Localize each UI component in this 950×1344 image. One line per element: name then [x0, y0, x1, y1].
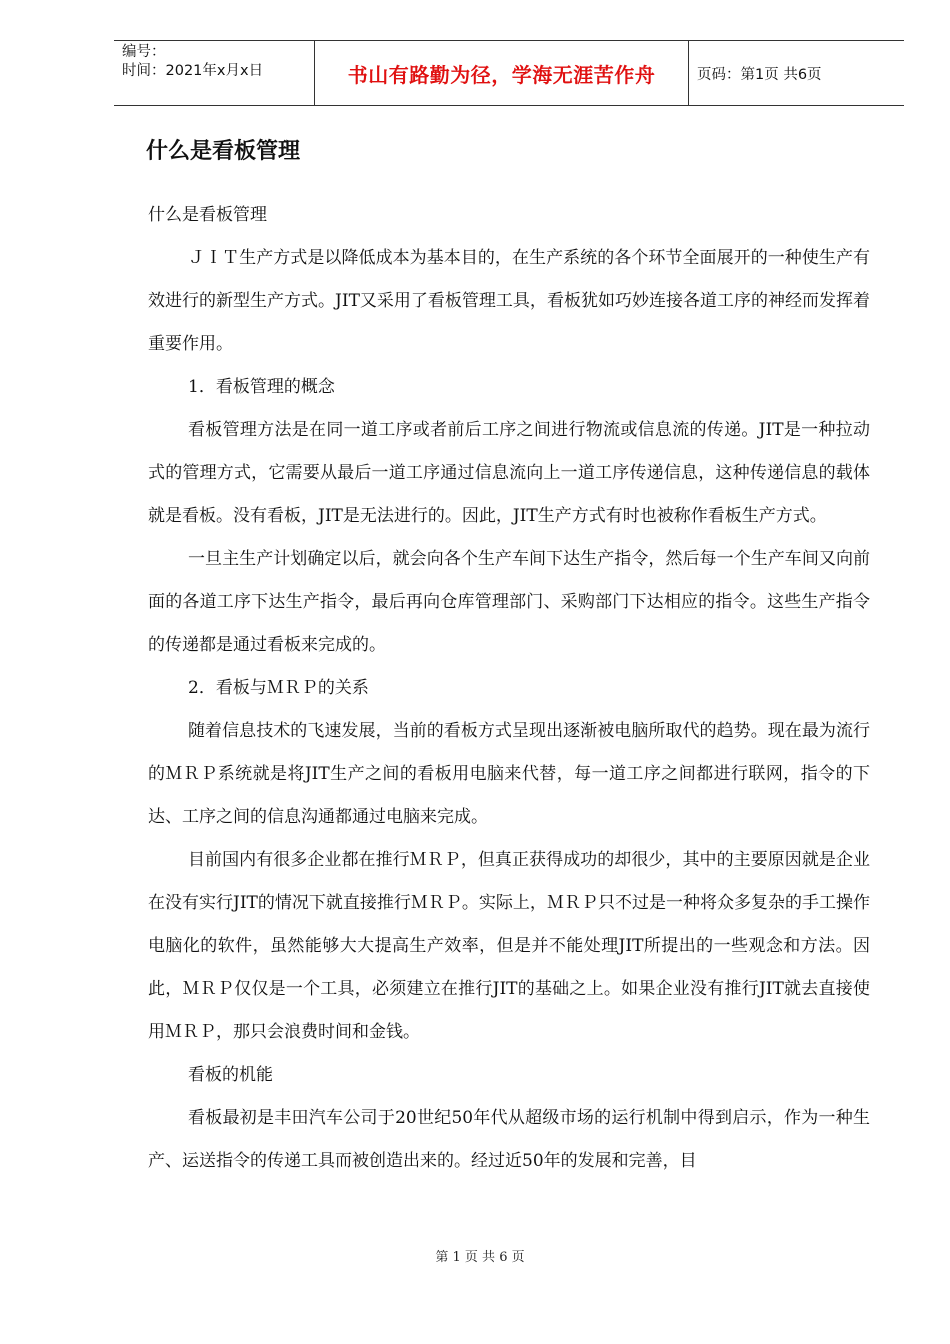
page-footer: 第 1 页 共 6 页 — [435, 1250, 525, 1265]
paragraph: 目前国内有很多企业都在推行ＭＲＰ，但真正获得成功的却很少，其中的主要原因就是企业在没有实行JIT的情况下就直接推行ＭＲＰ。实际上，ＭＲＰ只不过是一种将众多复杂的手工操作电脑化的软件，虽然能够大大提高生产效率，但是并不能处理JIT所提出的一些观念和方法。因此，ＭＲＰ仅仅是一个工具，必须建立在推行JIT的基础之上。如果企业没有推行JIT就去直接使用ＭＲＰ，那只会浪费时间和金钱。 — [148, 850, 870, 1042]
number-label: 编号： — [122, 44, 166, 60]
document-body — [148, 194, 870, 1183]
section-heading: 看板的机能 — [188, 1065, 273, 1085]
paragraph: 看板管理方法是在同一道工序或者前后工序之间进行物流或信息流的传递。JIT是一种拉动式的管理方式，它需要从最后一道工序通过信息流向上一道工序传递信息，这种传递信息的载体就是看板。没有看板，JIT是无法进行的。因此，JIT生产方式有时也被称作看板生产方式。 — [148, 420, 870, 526]
header-page-label: 页码：第1页 共6页 — [697, 66, 822, 83]
page-header — [114, 40, 904, 106]
paragraph: 看板最初是丰田汽车公司于20世纪50年代从超级市场的运行机制中得到启示，作为一种生产、运送指令的传递工具而被创造出来的。经过近50年的发展和完善，目 — [148, 1108, 870, 1171]
paragraph: 一旦主生产计划确定以后，就会向各个生产车间下达生产指令，然后每一个生产车间又向前面的各道工序下达生产指令，最后再向仓库管理部门、采购部门下达相应的指令。这些生产指令的传递都是通过看板来完成的。 — [148, 549, 870, 655]
section-heading: 2．看板与ＭＲＰ的关系 — [188, 678, 369, 698]
paragraph: 什么是看板管理 — [148, 205, 267, 225]
paragraph: 随着信息技术的飞速发展，当前的看板方式呈现出逐渐被电脑所取代的趋势。现在最为流行的ＭＲＰ系统就是将JIT生产之间的看板用电脑来代替，每一道工序之间都进行联网，指令的下达、工序之间的信息沟通都通过电脑来完成。 — [148, 721, 870, 827]
document-title: 什么是看板管理 — [146, 139, 301, 164]
header-motto: 书山有路勤为径，学海无涯苦作舟 — [315, 41, 689, 105]
paragraph: ＪＩＴ生产方式是以降低成本为基本目的，在生产系统的各个环节全面展开的一种使生产有效进行的新型生产方式。JIT又采用了看板管理工具，看板犹如巧妙连接各道工序的神经而发挥着重要作用。 — [148, 248, 870, 354]
time-label: 时间：2021年x月x日 — [122, 63, 264, 79]
header-meta — [114, 41, 315, 105]
section-heading: 1．看板管理的概念 — [188, 377, 335, 397]
